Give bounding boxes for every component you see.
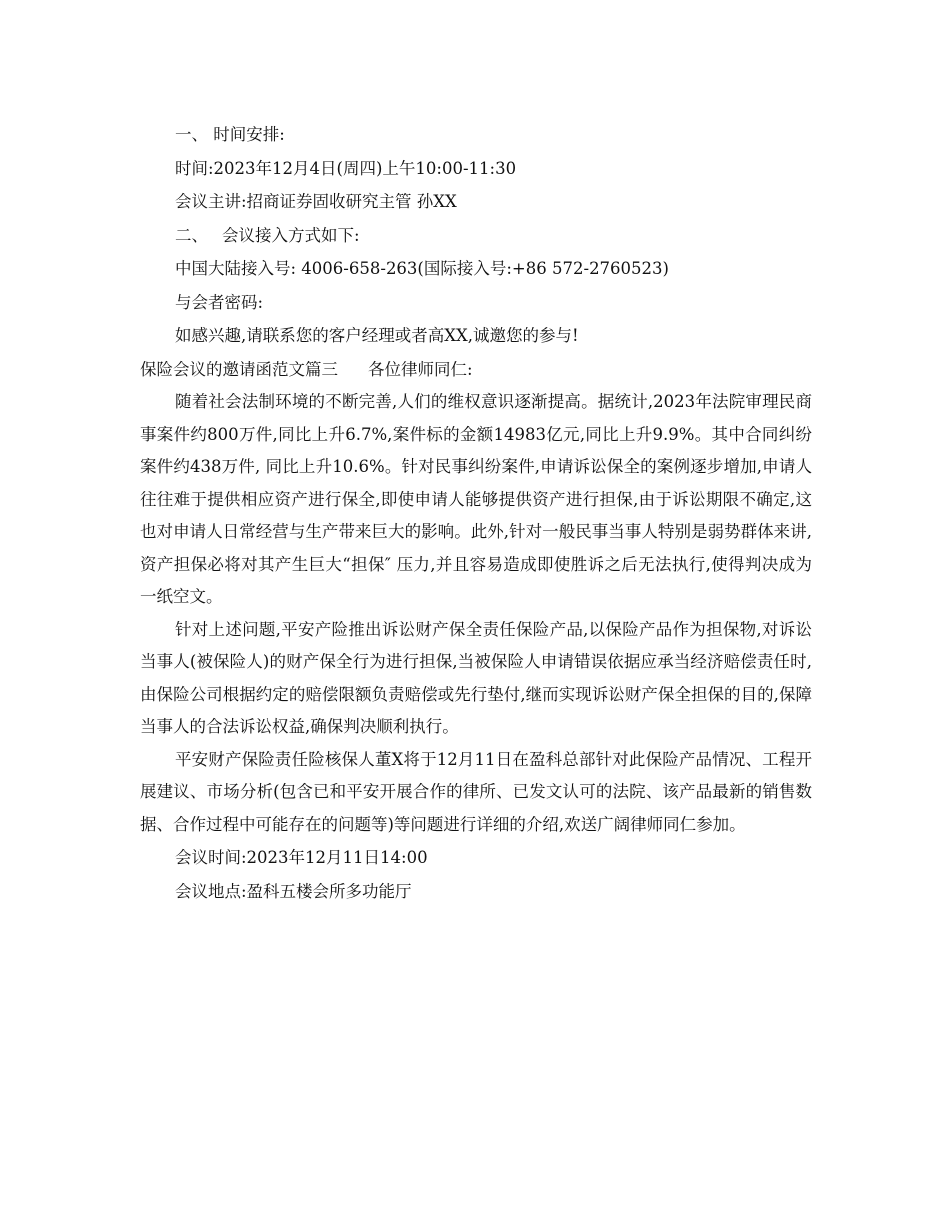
section3-title: 保险会议的邀请函范文篇三 xyxy=(140,359,338,379)
meeting-place-detail: 会议地点:盈科五楼会所多功能厅 xyxy=(175,881,412,901)
section1-heading: 一、 时间安排: xyxy=(175,125,285,144)
section2-heading xyxy=(140,219,812,253)
password-line: 与会者密码: xyxy=(175,292,264,312)
contact-line: 如感兴趣,请联系您的客户经理或者高XX,诚邀您的参与! xyxy=(175,326,579,345)
section2-heading-text: 会议接入方式如下: xyxy=(222,225,360,245)
meeting-time-line: 时间:2023年12月4日(周四)上午10:00-11:30 xyxy=(175,158,517,178)
section2-heading-number: 二、 xyxy=(175,225,208,245)
meeting-time-detail: 会议时间:2023年12月11日14:00 xyxy=(175,848,428,867)
section3-title-line xyxy=(140,353,812,387)
paragraph-product: 针对上述问题,平安产险推出诉讼财产保全责任保险产品,以保险产品作为担保物,对诉讼当事人(被保险人)的财产保全行为进行担保,当被保险人申请错误依据应承当经济赔偿责任时,由保险公司根据约定的赔偿限额负责赔偿或先行垫付,继而实现诉讼财产保全担保的目的,保障当事人的合法诉讼权益,确保判决顺利执行。 xyxy=(140,619,812,736)
paragraph-announcement: 平安财产保险责任险核保人董X将于12月11日在盈科总部针对此保险产品情况、工程开展建议、市场分析(包含已和平安开展合作的律所、已发文认可的法院、该产品最新的销售数据、合作过程中可能存在的问题等)等问题进行详细的介绍,欢送广阔律师同仁参加。 xyxy=(140,749,812,834)
paragraph-statistics: 随着社会法制环境的不断完善,人们的维权意识逐渐提高。据统计,2023年法院审理民商事案件约800万件,同比上升6.7%,案件标的金额14983亿元,同比上升9.9%。其中合同纠纷案件约438万件, 同比上升10.6%。针对民事纠纷案件,申请诉讼保全的案例逐步增加,申请人往往难于提供相应资产进行保全,即使申请人能够提供资产进行担保,由于诉讼期限不确定,这也对申请人日常经营与生产带来巨大的影响。此外,针对一般民事当事人特别是弱势群体来讲,资产担保必将对其产生巨大“担保″ 压力,并且容易造成即使胜诉之后无法执行,使得判决成为一纸空文。 xyxy=(140,392,812,606)
salutation: 各位律师同仁: xyxy=(368,359,473,379)
dial-in-line: 中国大陆接入号: 4006-658-263(国际接入号:+86 572-2760523) xyxy=(175,259,669,278)
document-body xyxy=(140,118,812,908)
speaker-line: 会议主讲:招商证券固收研究主管 孙XX xyxy=(175,192,457,211)
